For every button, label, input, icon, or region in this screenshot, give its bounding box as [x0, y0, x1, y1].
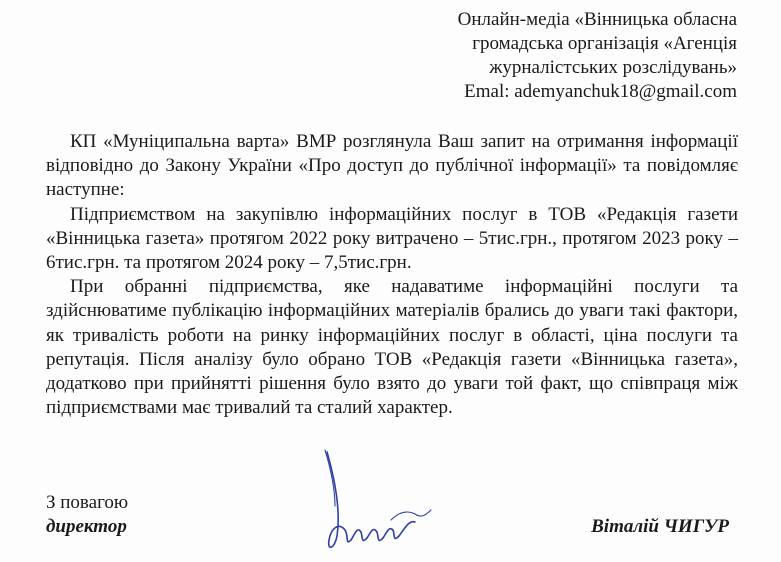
signer-name: Віталій ЧИГУР: [591, 516, 729, 537]
paragraph-request: КП «Муніципальна варта» ВМР розглянула Ваш запит на отримання інформації відповідно до Закону України «Про доступ до публічної інформації» та повідомляє наступне:: [46, 131, 738, 201]
closing-block: [46, 491, 128, 539]
paragraph-spending: Підприємством на закупівлю інформаційних послуг в ТОВ «Редакція газети «Вінницька газета» протягом 2022 року витрачено – 5тис.грн., протягом 2023 року – 6тис.грн. та протягом 2024 року – 7,5тис.грн.: [46, 203, 738, 274]
letter-body: [46, 130, 738, 420]
addressee-line-3: журналістських розслідувань»: [489, 57, 737, 78]
addressee-block: [407, 8, 737, 104]
addressee-line-2: громадська організація «Агенція: [472, 33, 737, 54]
addressee-email: Emal: ademyanchuk18@gmail.com: [464, 81, 737, 102]
addressee-line-1: Онлайн-медіа «Вінницька обласна: [457, 9, 737, 30]
closing-position: директор: [46, 516, 127, 537]
paragraph-selection: При обранні підприємства, яке надаватиме інформаційні послуги та здійснюватиме публікацію інформаційних матеріалів брались до уваги такі фактори, як тривалість роботи на ринку інформаційних послуг в області, ціна послуги та репутація. Після аналізу було обрано ТОВ «Редакція газети «Вінницька газета», додатково при прийнятті рішення було взято до уваги той факт, що співпраця між підприємствами має тривалий та сталий характер.: [46, 276, 738, 419]
closing-regards: З повагою: [46, 492, 129, 513]
handwritten-signature-icon: [295, 440, 445, 562]
